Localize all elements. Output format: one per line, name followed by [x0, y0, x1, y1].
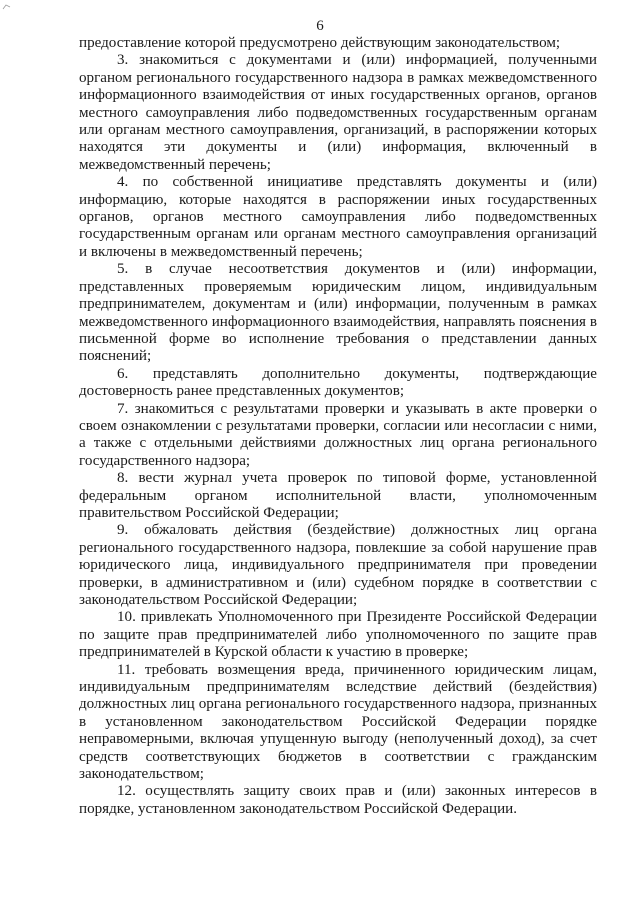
paragraph-continuation: предоставление которой предусмотрено действующим законодательством;: [79, 35, 561, 51]
paragraph-item-10: 10. привлекать Уполномоченного при Президенте Российской Федерации по защите прав предпринимателей либо уполномоченного по защите прав предпринимателей в Курской области к участию в проверке;: [79, 609, 597, 661]
paragraph-item-5: 5. в случае несоответствия документов и (или) информации, представленных проверяемым юридическим лицом, индивидуальным предпринимателем, документам и (или) информации, полученным в рамках межведомственного информационного взаимодействия, направлять пояснения в письменной форме во исполнение требования о представлении данных пояснений;: [79, 261, 597, 365]
page-number: 6: [316, 18, 324, 34]
scan-mark: [2, 4, 12, 10]
paragraph-item-11: 11. требовать возмещения вреда, причиненного юридическим лицам, индивидуальным предпринимателям вследствие действий (бездействия) должностных лиц органа регионального государственного надзора, признанных в установленном законодательством Российской Федерации порядке неправомерными, включая упущенную выгоду (неполученный доход), за счет средств соответствующих бюджетов в соответствии с гражданским законодательством;: [79, 661, 597, 783]
paragraph-item-8: 8. вести журнал учета проверок по типовой форме, установленной федеральным органом исполнительной власти, уполномоченным правительством Российской Федерации;: [79, 470, 597, 521]
paragraph-item-9: 9. обжаловать действия (бездействие) должностных лиц органа регионального государственного надзора, повлекшие за собой нарушение прав юридического лица, индивидуального предпринимателя при проведении проверки, в административном и (или) судебном порядке в соответствии с законодательством Российской Федерации;: [79, 522, 597, 608]
document-body: [79, 35, 597, 818]
paragraph-item-6: 6. представлять дополнительно документы, подтверждающие достоверность ранее представленных документов;: [79, 365, 597, 400]
paragraph-item-3: 3. знакомиться с документами и (или) информацией, полученными органом регионального государственного надзора в рамках межведомственного информационного взаимодействия от иных государственных органов, органов местного самоуправления либо подведомственных государственным органам или органам местного самоуправления, организаций, в распоряжении которых находятся эти документы и (или) информация, включенный в межведомственный перечень;: [79, 52, 597, 173]
paragraph-item-12: 12. осуществлять защиту своих прав и (или) законных интересов в порядке, установленном законодательством Российской Федерации.: [79, 783, 597, 817]
paragraph-item-4: 4. по собственной инициативе представлять документы и (или) информацию, которые находятся в распоряжении иных государственных органов, органов местного самоуправления либо подведомственных государственным органам или органам местного самоуправления организаций и включены в межведомственный перечень;: [79, 174, 597, 260]
paragraph-item-7: 7. знакомиться с результатами проверки и указывать в акте проверки о своем ознакомлении с результатами проверки, согласии или несогласии с ними, а также с отдельными действиями должностных лиц органа регионального государственного надзора;: [79, 400, 597, 469]
